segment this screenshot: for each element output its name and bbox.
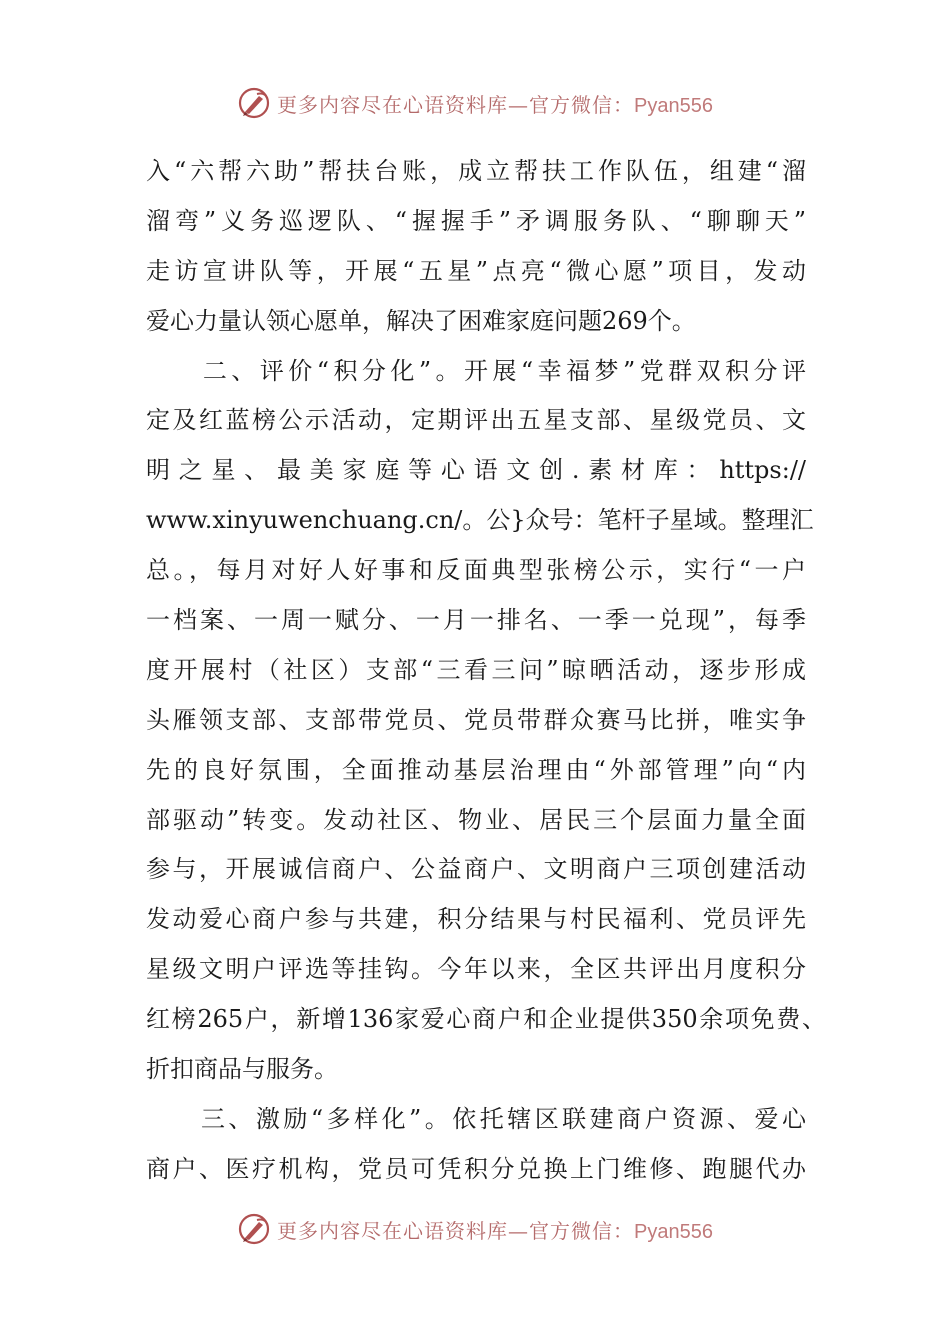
text-line: 定及红蓝榜公示活动，定期评出五星支部、星级党员、文 [146,406,806,435]
text-line: www.xinyuwenchuang.cn/。公}众号：笔杆子星域。整理汇 [146,506,814,535]
header-banner-text: 更多内容尽在心语资料库—官方微信：Pyan556 [277,92,713,117]
text-line: 明之星、最美家庭等心语文创.素材库：https:// [146,456,806,485]
text-line: 爱心力量认领心愿单，解决了困难家庭问题269个。 [146,306,696,335]
footer-banner-text: 更多内容尽在心语资料库—官方微信：Pyan556 [277,1218,713,1243]
text-line: 红榜265户，新增136家爱心商户和企业提供350余项免费、 [146,1005,826,1034]
text-line: 折扣商品与服务。 [146,1055,338,1084]
footer-banner [0,1209,950,1249]
text-line: 溜弯”义务巡逻队、“握握手”矛调服务队、“聊聊天” [146,206,806,235]
text-line: 三、激励“多样化”。依托辖区联建商户资源、爱心 [146,1104,806,1133]
text-line: 总。，每月对好人好事和反面典型张榜公示，实行“一户 [146,556,806,585]
pen-logo-icon [237,1212,271,1246]
header-banner [0,83,950,123]
text-line: 走访宣讲队等，开展“五星”点亮“微心愿”项目，发动 [146,256,806,285]
text-line: 参与，开展诚信商户、公益商户、文明商户三项创建活动 [146,855,806,884]
text-line: 发动爱心商户参与共建，积分结果与村民福利、党员评先 [146,905,806,934]
text-line: 一档案、一周一赋分、一月一排名、一季一兑现”，每季 [146,606,806,635]
text-line: 星级文明户评选等挂钩。今年以来，全区共评出月度积分 [146,955,806,984]
text-line: 入“六帮六助”帮扶台账，成立帮扶工作队伍，组建“溜 [146,157,806,185]
text-line: 度开展村（社区）支部“三看三问”晾晒活动，逐步形成 [146,655,806,684]
text-line: 商户、医疗机构，党员可凭积分兑换上门维修、跑腿代办 [146,1154,806,1183]
text-line: 头雁领支部、支部带党员、党员带群众赛马比拼，唯实争 [146,705,806,734]
text-line: 部驱动”转变。发动社区、物业、居民三个层面力量全面 [146,805,806,834]
wechat-handle: Pyan556 [634,1220,713,1243]
text-line: 二、评价“积分化”。开展“幸福梦”党群双积分评 [146,356,806,385]
text-line: 先的良好氛围，全面推动基层治理由“外部管理”向“内 [146,755,806,784]
pen-logo-icon [237,86,271,120]
document-body [146,147,826,1195]
wechat-handle: Pyan556 [634,94,713,117]
